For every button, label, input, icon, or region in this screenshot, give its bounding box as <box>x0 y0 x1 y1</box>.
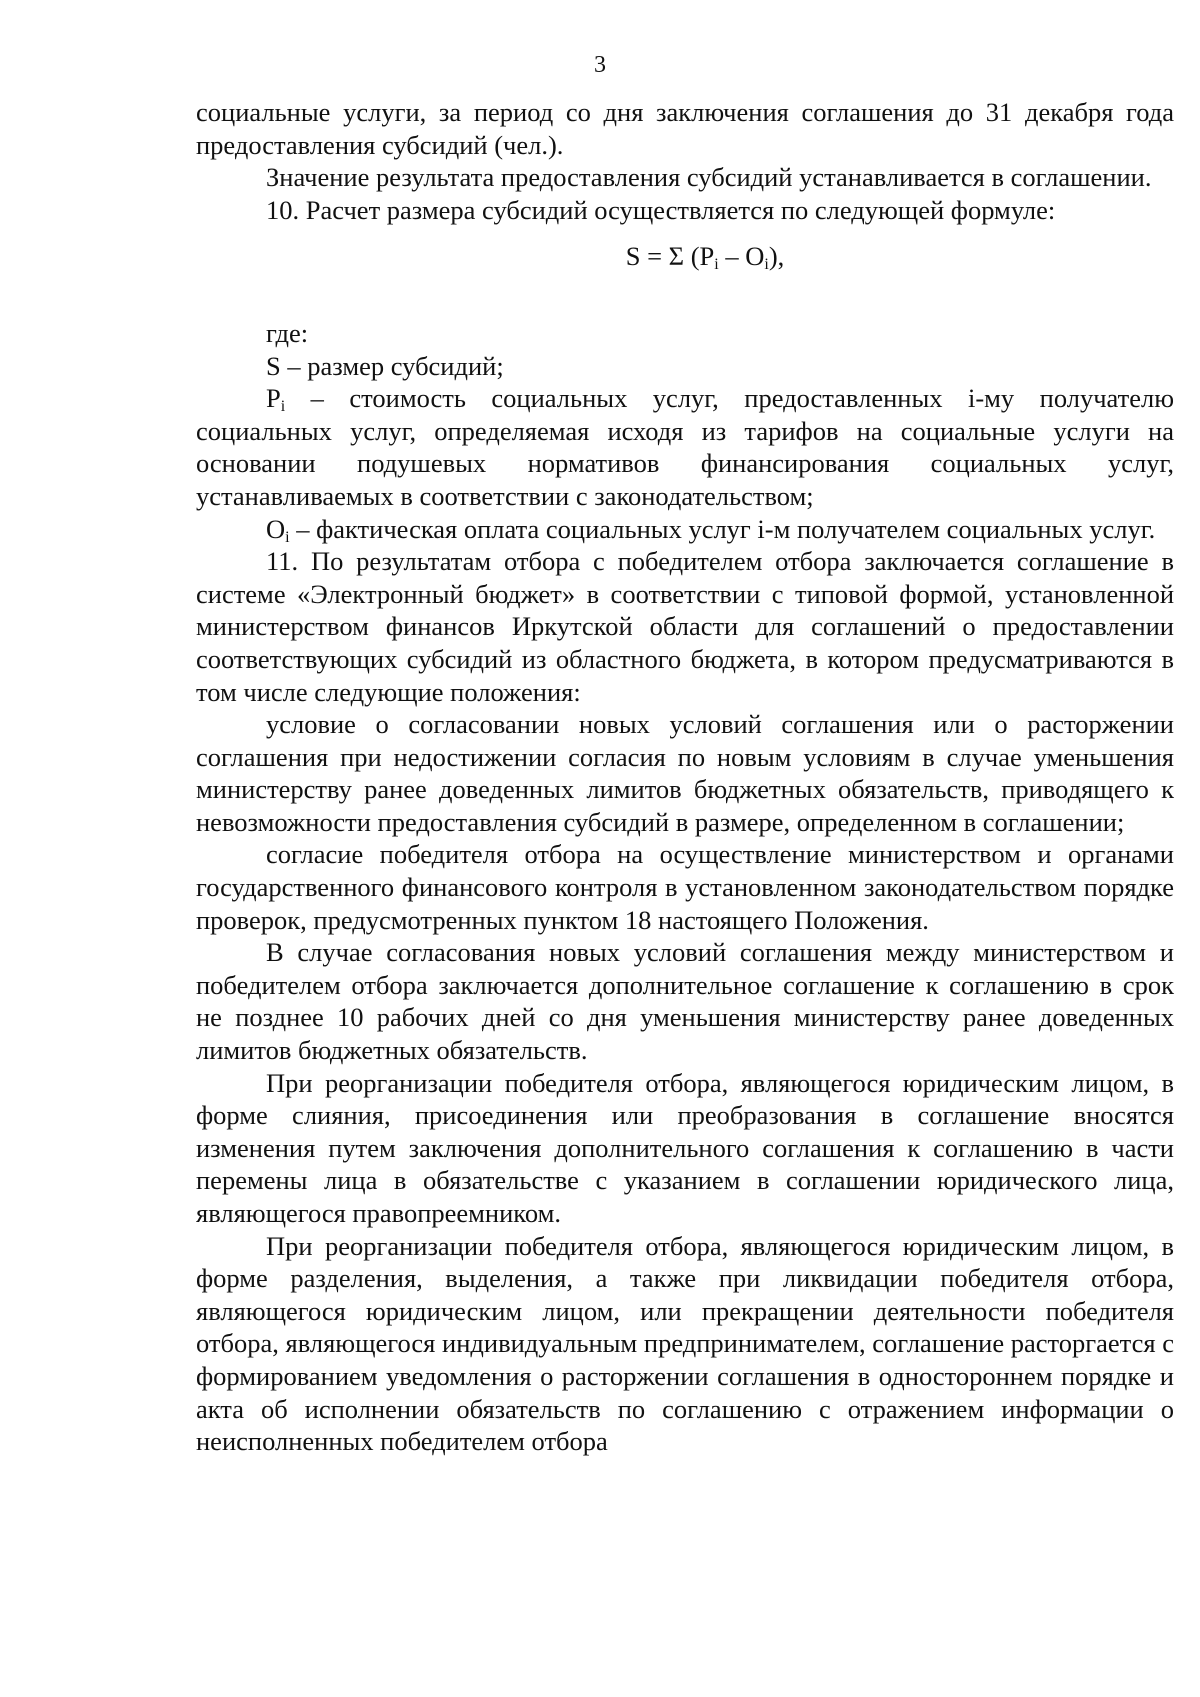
formula-sub-o: i <box>764 256 769 274</box>
formula-sub-p: i <box>714 256 719 274</box>
definition-o-sub: i <box>285 528 290 546</box>
definition-p-text: – стоимость социальных услуг, предоставленных i-му получателю социальных услуг, определяемая исходя из тарифов на социальные услуги на основании подушевых нормативов финансирования социальных услуг, устанавливаемых в соответствии с законодательством; <box>196 383 1174 511</box>
paragraph-10-heading: 10. Расчет размера субсидий осуществляется по следующей формуле: <box>266 194 1056 225</box>
paragraph-result-value: Значение результата предоставления субсидий устанавливается в соглашении. <box>266 162 1152 193</box>
paragraph-reorganization-2: При реорганизации победителя отбора, являющегося юридическим лицом, в форме разделения, выделения, а также при ликвидации победителя отбора, являющегося юридическим лицом, или прекращении деятельности победителя отбора, являющегося индивидуальным предпринимателем, соглашение расторгается с формированием уведомления о расторжении соглашения в одностороннем порядке и акта об исполнении обязательств по соглашению с отражением информации о неисполненных победителем отбора <box>196 1230 1174 1457</box>
paragraph-condition-2: согласие победителя отбора на осуществление министерством и органами государственного финансового контроля в установленном законодательством порядке проверок, предусмотренных пунктом 18 настоящего Положения. <box>196 839 1174 935</box>
definition-o <box>196 513 1174 546</box>
paragraph-condition-1: условие о согласовании новых условий соглашения или о расторжении соглашения при недостижении согласия по новым условиям в случае уменьшения министерству ранее доведенных лимитов бюджетных обязательств, приводящего к невозможности предоставления субсидий в размере, определенном в соглашении; <box>196 709 1174 837</box>
definition-o-text: – фактическая оплата социальных услуг i-м получателем социальных услуг. <box>289 513 1156 544</box>
paragraph-11: 11. По результатам отбора с победителем отбора заключается соглашение в системе «Электронный бюджет» в соответствии с типовой формой, установленной министерством финансов Иркутской области для соглашений о предоставлении соответствующих субсидий из областного бюджета, в котором предусматриваются в том числе следующие положения: <box>196 546 1174 707</box>
definition-o-symbol: O <box>266 513 286 544</box>
paragraph-additional-agreement: В случае согласования новых условий соглашения между министерством и победителем отбора заключается дополнительное соглашение к соглашению в срок не позднее 10 рабочих дней со дня уменьшения министерству ранее доведенных лимитов бюджетных обязательств. <box>196 937 1174 1066</box>
formula-lhs: S = Σ (P <box>625 241 715 272</box>
definition-p-symbol: P <box>266 383 281 414</box>
page-number: 3 <box>594 52 606 78</box>
definition-p <box>196 382 1174 512</box>
definition-p-sub: i <box>280 398 286 416</box>
paragraph-where: где: <box>266 317 309 348</box>
definition-s: S – размер субсидий; <box>266 350 504 381</box>
subsidy-formula <box>196 226 1174 317</box>
formula-mid: – O <box>718 241 765 272</box>
document-body <box>196 96 1174 1458</box>
paragraph-continuation: социальные услуги, за период со дня заключения соглашения до 31 декабря года предоставления субсидий (чел.). <box>196 97 1174 160</box>
paragraph-reorganization-1: При реорганизации победителя отбора, являющегося юридическим лицом, в форме слияния, присоединения или преобразования в соглашение вносятся изменения путем заключения дополнительного соглашения к соглашению в части перемены лица в обязательстве с указанием в соглашении юридического лица, являющегося правопреемником. <box>196 1067 1174 1228</box>
formula-rhs: ), <box>768 241 785 272</box>
